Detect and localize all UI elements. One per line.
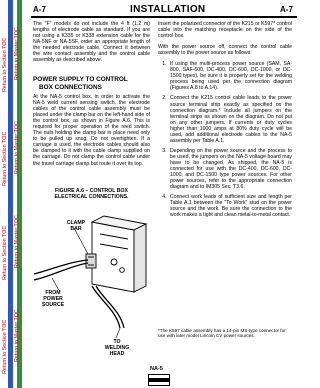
master-toc-link-1[interactable]: Return to Master TOC (14, 27, 20, 80)
master-toc-link-2[interactable]: Return to Master TOC (14, 121, 20, 174)
right-intro-paragraph: Insert the polarized connector of the K215 or K597* control cable into the matching receptacle on the side of the control box. (158, 21, 292, 40)
right-column (158, 21, 292, 222)
page-number-left: A-7 (33, 5, 46, 14)
connection-steps-list (158, 61, 292, 218)
section-toc-link-4[interactable]: Return to Section TOC (2, 319, 8, 374)
footnote: *The K597 cable assembly has a 14-pin MS-type connector for use with later model Lincoln CV power sources. (158, 328, 286, 339)
section-toc-link-3[interactable]: Return to Section TOC (2, 225, 8, 280)
page-title: INSTALLATION (130, 4, 206, 15)
section-heading: POWER SUPPLY TO CONTROL BOX CONNECTIONS (33, 76, 128, 91)
left-intro-paragraph: The "F" models do not include the 4 ft (1.2 m) lengths of electrode cable as standard. If you are not using a K335 or K338 extension cable for the NA-5NF or NA-5SF, order an appropriate length of the needed electrode cable. Connect it between the wire contact assembly and the control cable assembly as described above. (33, 21, 150, 64)
list-item: 3. Depending on the power source and the process to be used, the jumpers on the NA-5 voltage board may have to be changed. As shipped, the NA-5 is connected for use with the DC-400, DC-600, DC-1000, and DC-1500 type power sources. For other power sources, refer to the appropriate connection diagram and to IM305 Sec. T3.6. (168, 148, 292, 190)
navigation-sidebar (0, 0, 26, 388)
master-toc-link-3[interactable]: Return to Master TOC (14, 215, 20, 268)
logo-band (149, 378, 169, 382)
list-item: 2. Connect the K215 control cable leads to the power source terminal strip exactly as specified on the connection diagram.* Include all jumpers on the terminal strips as shown on the diagram. Do not put on any other jumpers. If currents or duty cycles higher than 1000 amps at 80% duty cycle will be used, add additional electrode cables to the NA-5 assembly per Table A.1. (168, 95, 292, 143)
list-item: 4. Connect work leads of sufficient size and length per Table A.1 between the "To Work" stud on the power source and the work. Be sure the connection to the work makes a tight and clean metal-to-metal contact. (168, 194, 292, 218)
clamp-bar-callout: CLAMP BAR (66, 220, 86, 232)
lincoln-logo (148, 374, 170, 386)
header-rule (31, 16, 297, 18)
left-body-paragraph: At the NA-5 control box, in order to activate the NA-5 weld current sensing switch, the electrode cables of the control cable assembly must be placed under the clamp bar on the left-hand side of the control box, as shown in Figure A.6. This is required for proper operation of the reed switch. The nuts holding the clamp bar in place need only to be pulled up snug. Do not overtighten. If a carriage is used, the electrode cables should also be clamped to it with the cable clamp supplied on the carriage. Do not clamp the control cable under the travel carriage clamp but route it over its top. (33, 94, 150, 167)
to-welding-head-callout: TO WELDING HEAD (104, 339, 130, 357)
figure-caption: FIGURE A.6 – CONTROL BOX ELECTRICAL CONNECTIONS. (54, 188, 129, 200)
right-power-off-paragraph: With the power source off, connect the control cable assembly to the power source as follows: (158, 44, 292, 57)
master-toc-link-4[interactable]: Return to Master TOC (14, 309, 20, 362)
list-item: 1. If using the multi-process power source (SAM, SA-800, SAF-600, DC-400, DC-600, DC-1000, or DC-1500 types), be sure it is properly set for the welding process being used per the connection diagram (Figures A.8 to A.14). (168, 61, 292, 91)
page-number-right: A-7 (280, 5, 293, 14)
from-power-source-callout: FROM POWER SOURCE (41, 290, 65, 308)
footer-page-label: NA-5 (150, 366, 163, 372)
section-toc-link-2[interactable]: Return to Section TOC (2, 131, 8, 186)
sidebar-stripe-blue (8, 0, 13, 388)
section-toc-link-1[interactable]: Return to Section TOC (2, 37, 8, 92)
